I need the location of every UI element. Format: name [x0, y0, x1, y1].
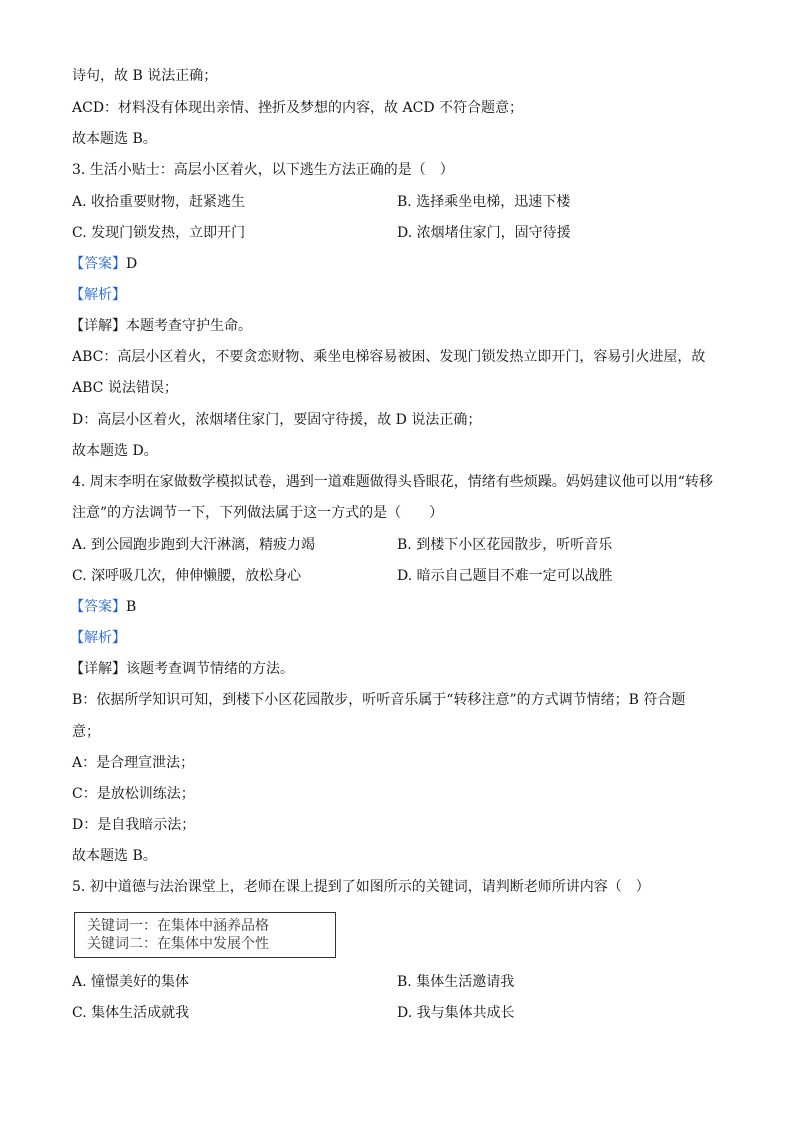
q3-answer: [70, 254, 137, 274]
question-3-stem: 3. 生活小贴士：高层小区着火，以下逃生方法正确的是（ ）: [72, 162, 454, 178]
answer-value: D: [126, 256, 138, 272]
text-line: ACD：材料没有体现出亲情、挫折及梦想的内容，故 ACD 不符合题意；: [72, 100, 523, 116]
analysis-tag: 【解析】: [70, 287, 126, 303]
analysis-tag: 【解析】: [70, 630, 126, 646]
q5-option-b: B. 集体生活邀请我: [397, 974, 515, 990]
question-4-stem: 4. 周末李明在家做数学模拟试卷，遇到一道难题做得头昏眼花，情绪有些烦躁。妈妈建议他可以用“转移: [72, 474, 713, 490]
keyword-one: 关键词一：在集体中涵养品格: [87, 918, 269, 934]
q5-option-c: C. 集体生活成就我: [72, 1005, 190, 1021]
q3-analysis-tag: [70, 285, 126, 305]
q3-option-b: B. 选择乘坐电梯，迅速下楼: [397, 194, 571, 210]
q3-explanation: D：高层小区着火，浓烟堵住家门，要固守待援，故 D 说法正确；: [72, 412, 482, 428]
q3-option-a: A. 收拾重要财物，赶紧逃生: [72, 194, 246, 210]
q4-option-d: D. 暗示自己题目不难一定可以战胜: [397, 568, 613, 584]
q4-explanation: D：是自我暗示法；: [72, 817, 196, 833]
detail-text: 该题考查调节情绪的方法。: [126, 661, 294, 677]
q4-explanation: B：依据所学知识可知，到楼下小区花园散步，听听音乐属于“转移注意”的方式调节情绪；B 符合题: [72, 692, 686, 708]
q4-option-c: C. 深呼吸几次，伸伸懒腰，放松身心: [72, 568, 302, 584]
q3-conclusion: 故本题选 D。: [72, 443, 158, 459]
answer-tag: 【答案】: [70, 256, 126, 272]
q3-option-d: D. 浓烟堵住家门，固守待援: [397, 225, 571, 241]
q3-detail: [70, 316, 252, 336]
question-4-stem: 注意”的方法调节一下，下列做法属于这一方式的是（ ）: [72, 505, 444, 521]
q4-detail: [70, 659, 294, 679]
q5-option-a: A. 憧憬美好的集体: [72, 974, 190, 990]
q4-explanation: 意；: [72, 724, 100, 740]
q4-conclusion: 故本题选 B。: [72, 848, 157, 864]
detail-tag: 【详解】: [70, 661, 126, 677]
q4-option-a: A. 到公园跑步跑到大汗淋漓，精疲力竭: [72, 537, 316, 553]
q4-option-b: B. 到楼下小区花园散步，听听音乐: [397, 537, 613, 553]
q4-explanation: A：是合理宣泄法；: [72, 755, 195, 771]
q4-explanation: C：是放松训练法；: [72, 786, 195, 802]
q4-analysis-tag: [70, 628, 126, 648]
text-line: 故本题选 B。: [72, 131, 157, 147]
q3-option-c: C. 发现门锁发热，立即开门: [72, 225, 246, 241]
keyword-two: 关键词二：在集体中发展个性: [87, 936, 269, 952]
detail-text: 本题考查守护生命。: [126, 318, 252, 334]
keyword-box: [74, 912, 336, 958]
q5-option-d: D. 我与集体共成长: [397, 1005, 515, 1021]
detail-tag: 【详解】: [70, 318, 126, 334]
question-5-stem: 5. 初中道德与法治课堂上，老师在课上提到了如图所示的关键词，请判断老师所讲内容（ ）: [72, 879, 650, 895]
answer-tag: 【答案】: [70, 599, 126, 615]
q3-explanation: ABC：高层小区着火，不要贪恋财物、乘坐电梯容易被困、发现门锁发热立即开门，容易引火进屋，故: [72, 349, 706, 365]
answer-value: B: [126, 599, 137, 615]
q3-explanation: ABC 说法错误；: [72, 380, 178, 396]
q4-answer: [70, 597, 136, 617]
text-line: 诗句，故 B 说法正确；: [72, 68, 218, 84]
